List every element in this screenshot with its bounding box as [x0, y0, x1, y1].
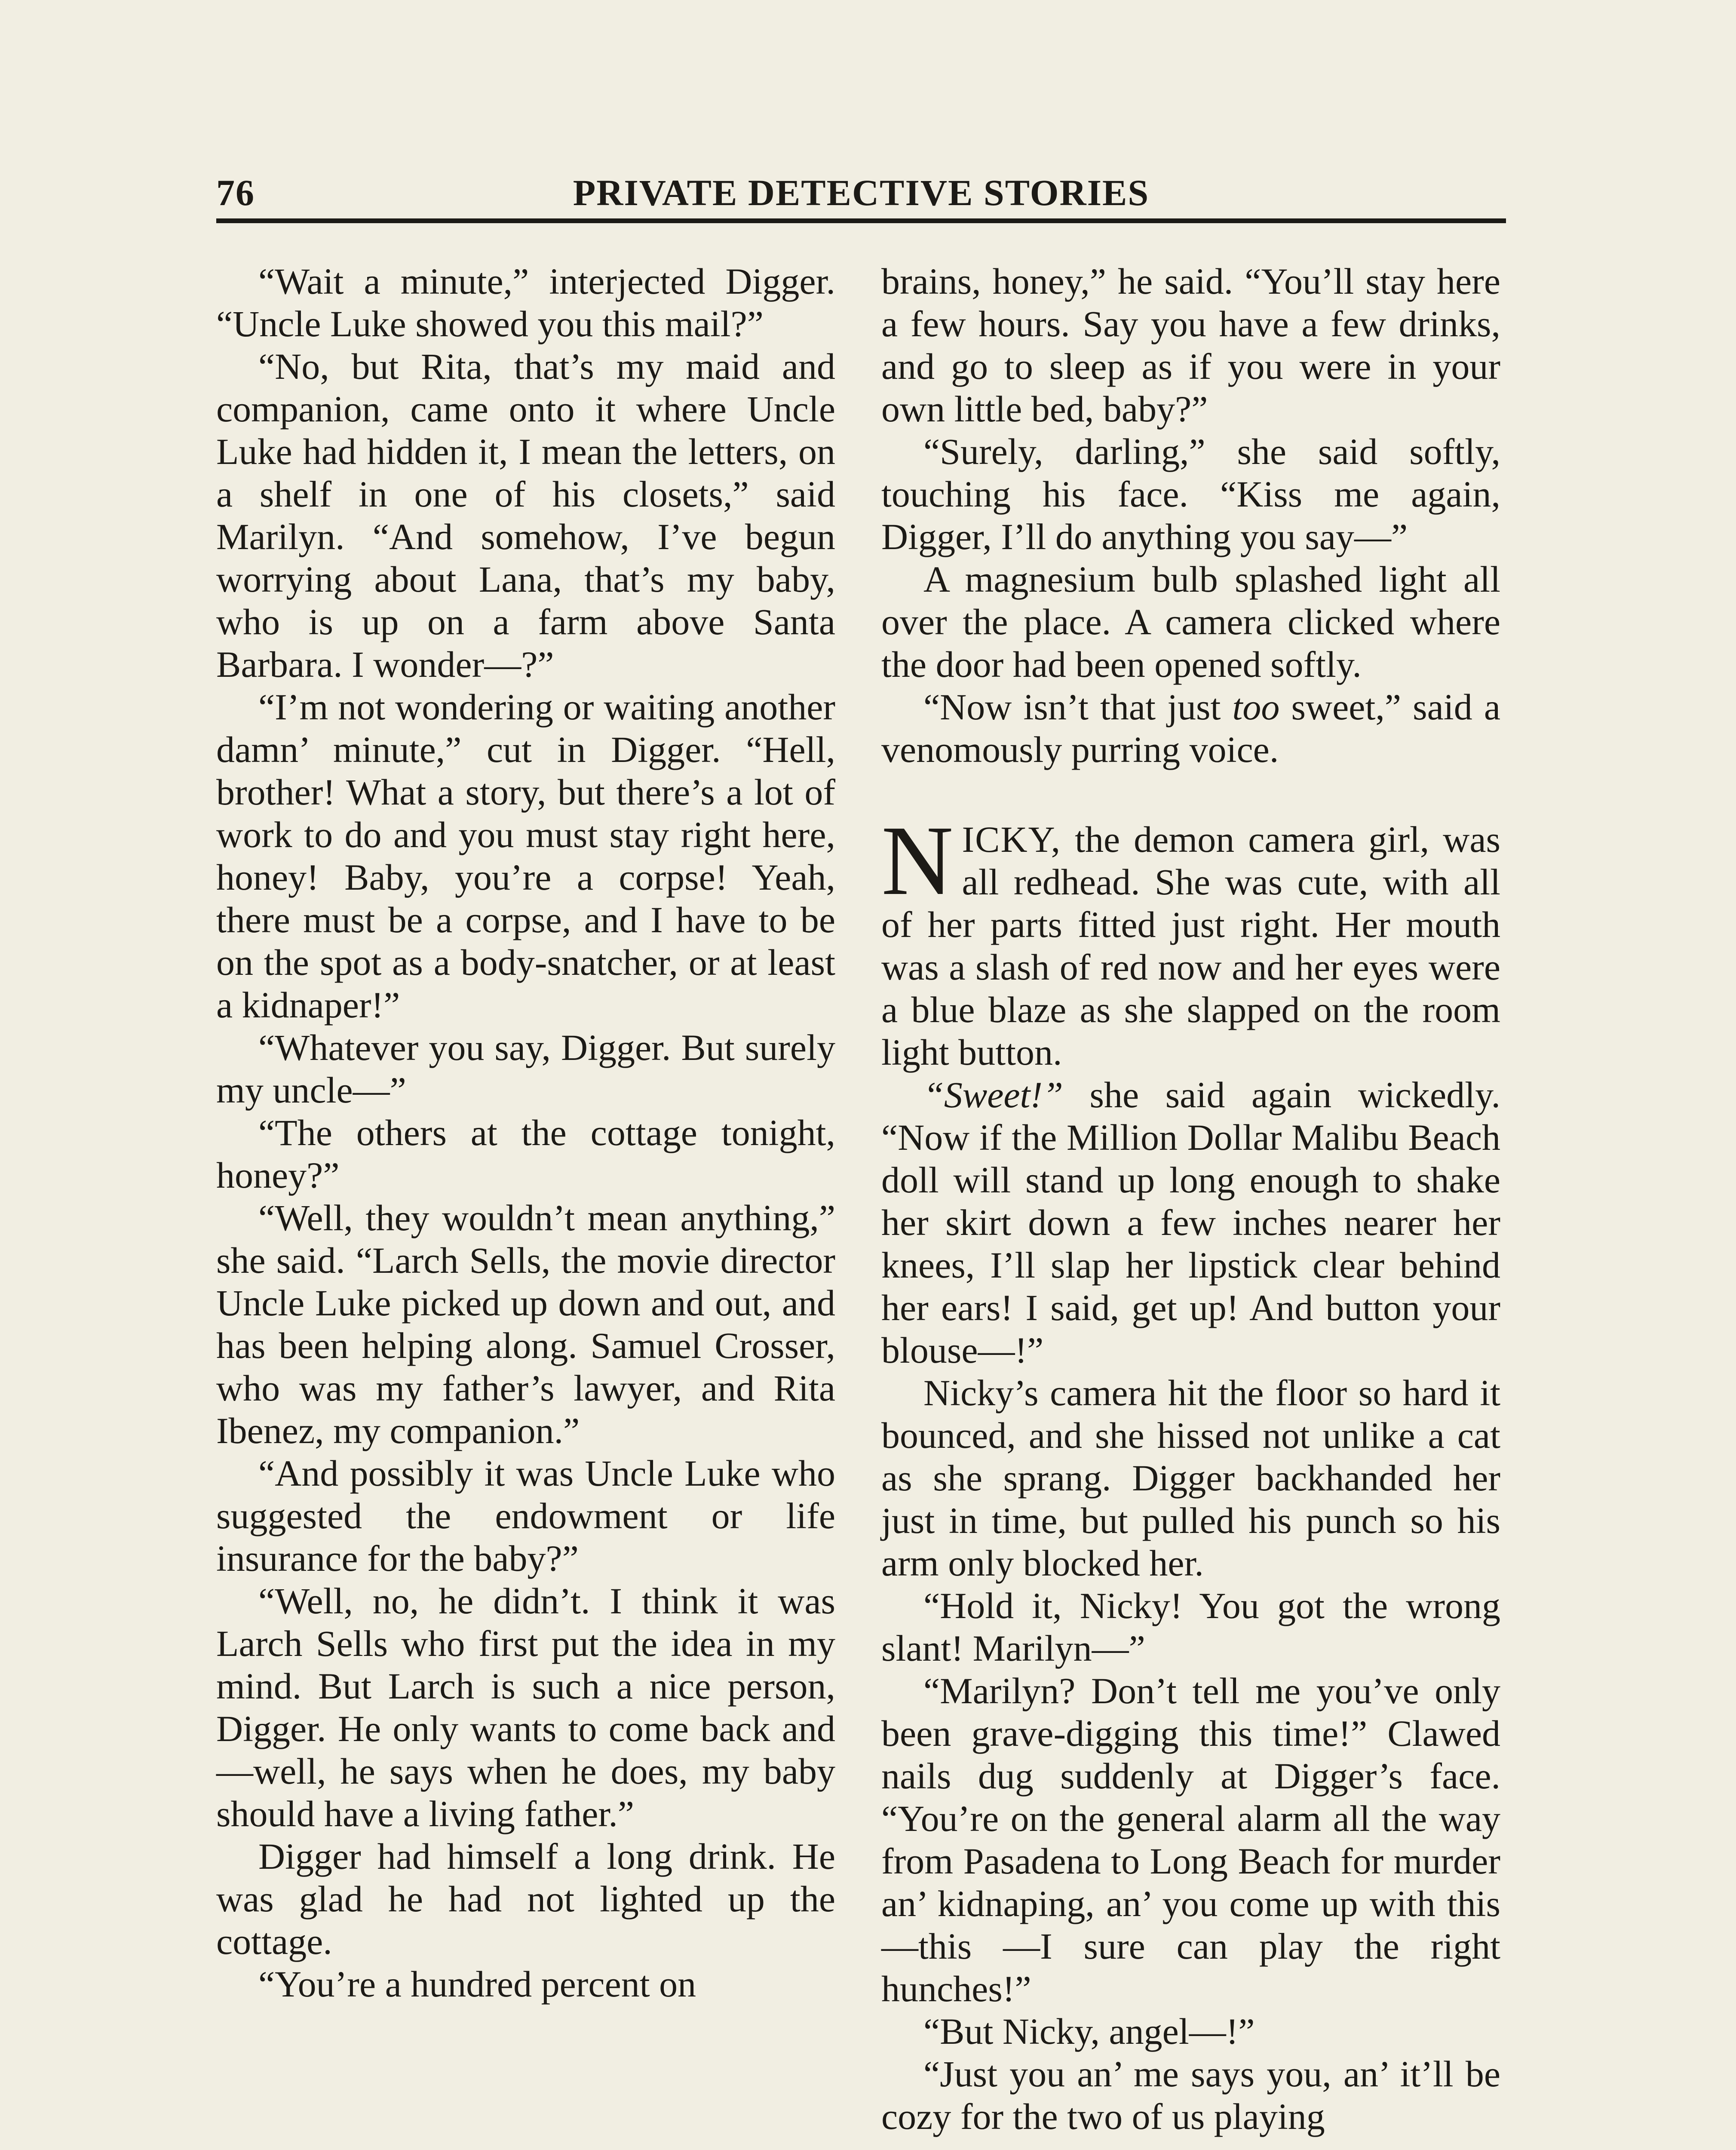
paragraph: “Well, they wouldn’t mean anything,” she said. “Larch Sells, the movie director Uncle Luke picked up down and out, and has been helping along. Samuel Crosser, who was my father’s lawyer, and Rita Ibenez, my companion.”: [216, 1197, 835, 1451]
running-header: [216, 167, 1506, 218]
paragraph: “Wait a minute,” interjected Digger. “Uncle Luke showed you this mail?”: [216, 261, 835, 344]
paragraph: “You’re a hundred percent on: [258, 1963, 696, 2005]
text-run: she said again wickedly. “Now if the Million Dollar Malibu Beach doll will stand up long enough to shake her skirt down a few inches nearer her knees, I’ll slap her lipstick clear behind her ears! I said, get up! And button your blouse—!”: [881, 1074, 1500, 1371]
header-rule: [216, 218, 1506, 223]
paragraph-continued: brains, honey,” he said. “You’ll stay here a few hours. Say you have a few drinks, and go to sleep as if you were in your own little bed, baby?”: [881, 261, 1500, 430]
paragraph: “Well, no, he didn’t. I think it was Larch Sells who first put the idea in my mind. But Larch is such a nice person, Digger. He only wants to come back and—well, he says when he does, my baby should have a living father.”: [216, 1580, 835, 1834]
italic-run: too: [1232, 686, 1280, 728]
magazine-title: PRIVATE DETECTIVE STORIES: [573, 172, 1150, 213]
page-number: 76: [216, 172, 255, 213]
paragraph: “Hold it, Nicky! You got the wrong slant! Marilyn—”: [881, 1585, 1500, 1669]
paragraph: “Marilyn? Don’t tell me you’ve only been grave-digging this time!” Clawed nails dug suddenly at Digger’s face. “You’re on the general alarm all the way from Pasadena to Long Beach for murder an’ kidnaping, an’ you come up with this—this —I sure can play the right hunches!”: [881, 1670, 1500, 2009]
paragraph: A magnesium bulb splashed light all over the place. A camera clicked where the door had been opened softly.: [881, 559, 1500, 685]
paragraph: “And possibly it was Uncle Luke who suggested the endowment or life insurance for the baby?”: [216, 1453, 835, 1579]
right-column: [881, 260, 1500, 2138]
paragraph: “I’m not wondering or waiting another damn’ minute,” cut in Digger. “Hell, brother! What a story, but there’s a lot of work to do and you must stay right here, honey! Baby, you’re a corpse! Yeah, there must be a corpse, and I have to be on the spot as a body-snatcher, or at least a kidnaper!”: [216, 686, 835, 1026]
paragraph: Nicky’s camera hit the floor so hard it bounced, and she hissed not unlike a cat as she sprang. Digger backhanded her just in time, but pulled his punch so his arm only blocked her.: [881, 1372, 1500, 1584]
text-run: “Now isn’t that just: [923, 686, 1233, 728]
small-caps-run: ICKY,: [962, 819, 1061, 860]
left-column: [216, 260, 835, 2006]
paragraph: “The others at the cottage tonight, honey?”: [216, 1112, 835, 1196]
section-opening-paragraph: [881, 805, 1500, 1074]
paragraph: Digger had himself a long drink. He was glad he had not lighted up the cottage.: [216, 1836, 835, 1962]
paragraph: “No, but Rita, that’s my maid and companion, came onto it where Uncle Luke had hidden it, I mean the letters, on a shelf in one of his closets,” said Marilyn. “And somehow, I’ve begun worrying about Lana, that’s my baby, who is up on a farm above Santa Barbara. I wonder—?”: [216, 346, 835, 685]
italic-run: “Sweet!”: [923, 1074, 1063, 1115]
paragraph: [881, 686, 1500, 771]
text-run: sweet,” said a venomously purring voice.: [881, 686, 1501, 770]
paragraph: “Just you an’ me says you, an’ it’ll be cozy for the two of us playing: [881, 2053, 1500, 2137]
paragraph: “But Nicky, angel—!”: [923, 2011, 1255, 2052]
paragraph: “Surely, darling,” she said softly, touching his face. “Kiss me again, Digger, I’ll do anything you say—”: [881, 431, 1500, 557]
paragraph: “Whatever you say, Digger. But surely my uncle—”: [216, 1027, 835, 1111]
paragraph: [881, 1074, 1500, 1372]
drop-cap: N: [881, 805, 954, 916]
text-run: the demon camera girl, was all redhead. She was cute, with all of her parts fitted just right. Her mouth was a slash of red now and her eyes were a blue blaze as she slapped on the room light button.: [881, 819, 1500, 1073]
